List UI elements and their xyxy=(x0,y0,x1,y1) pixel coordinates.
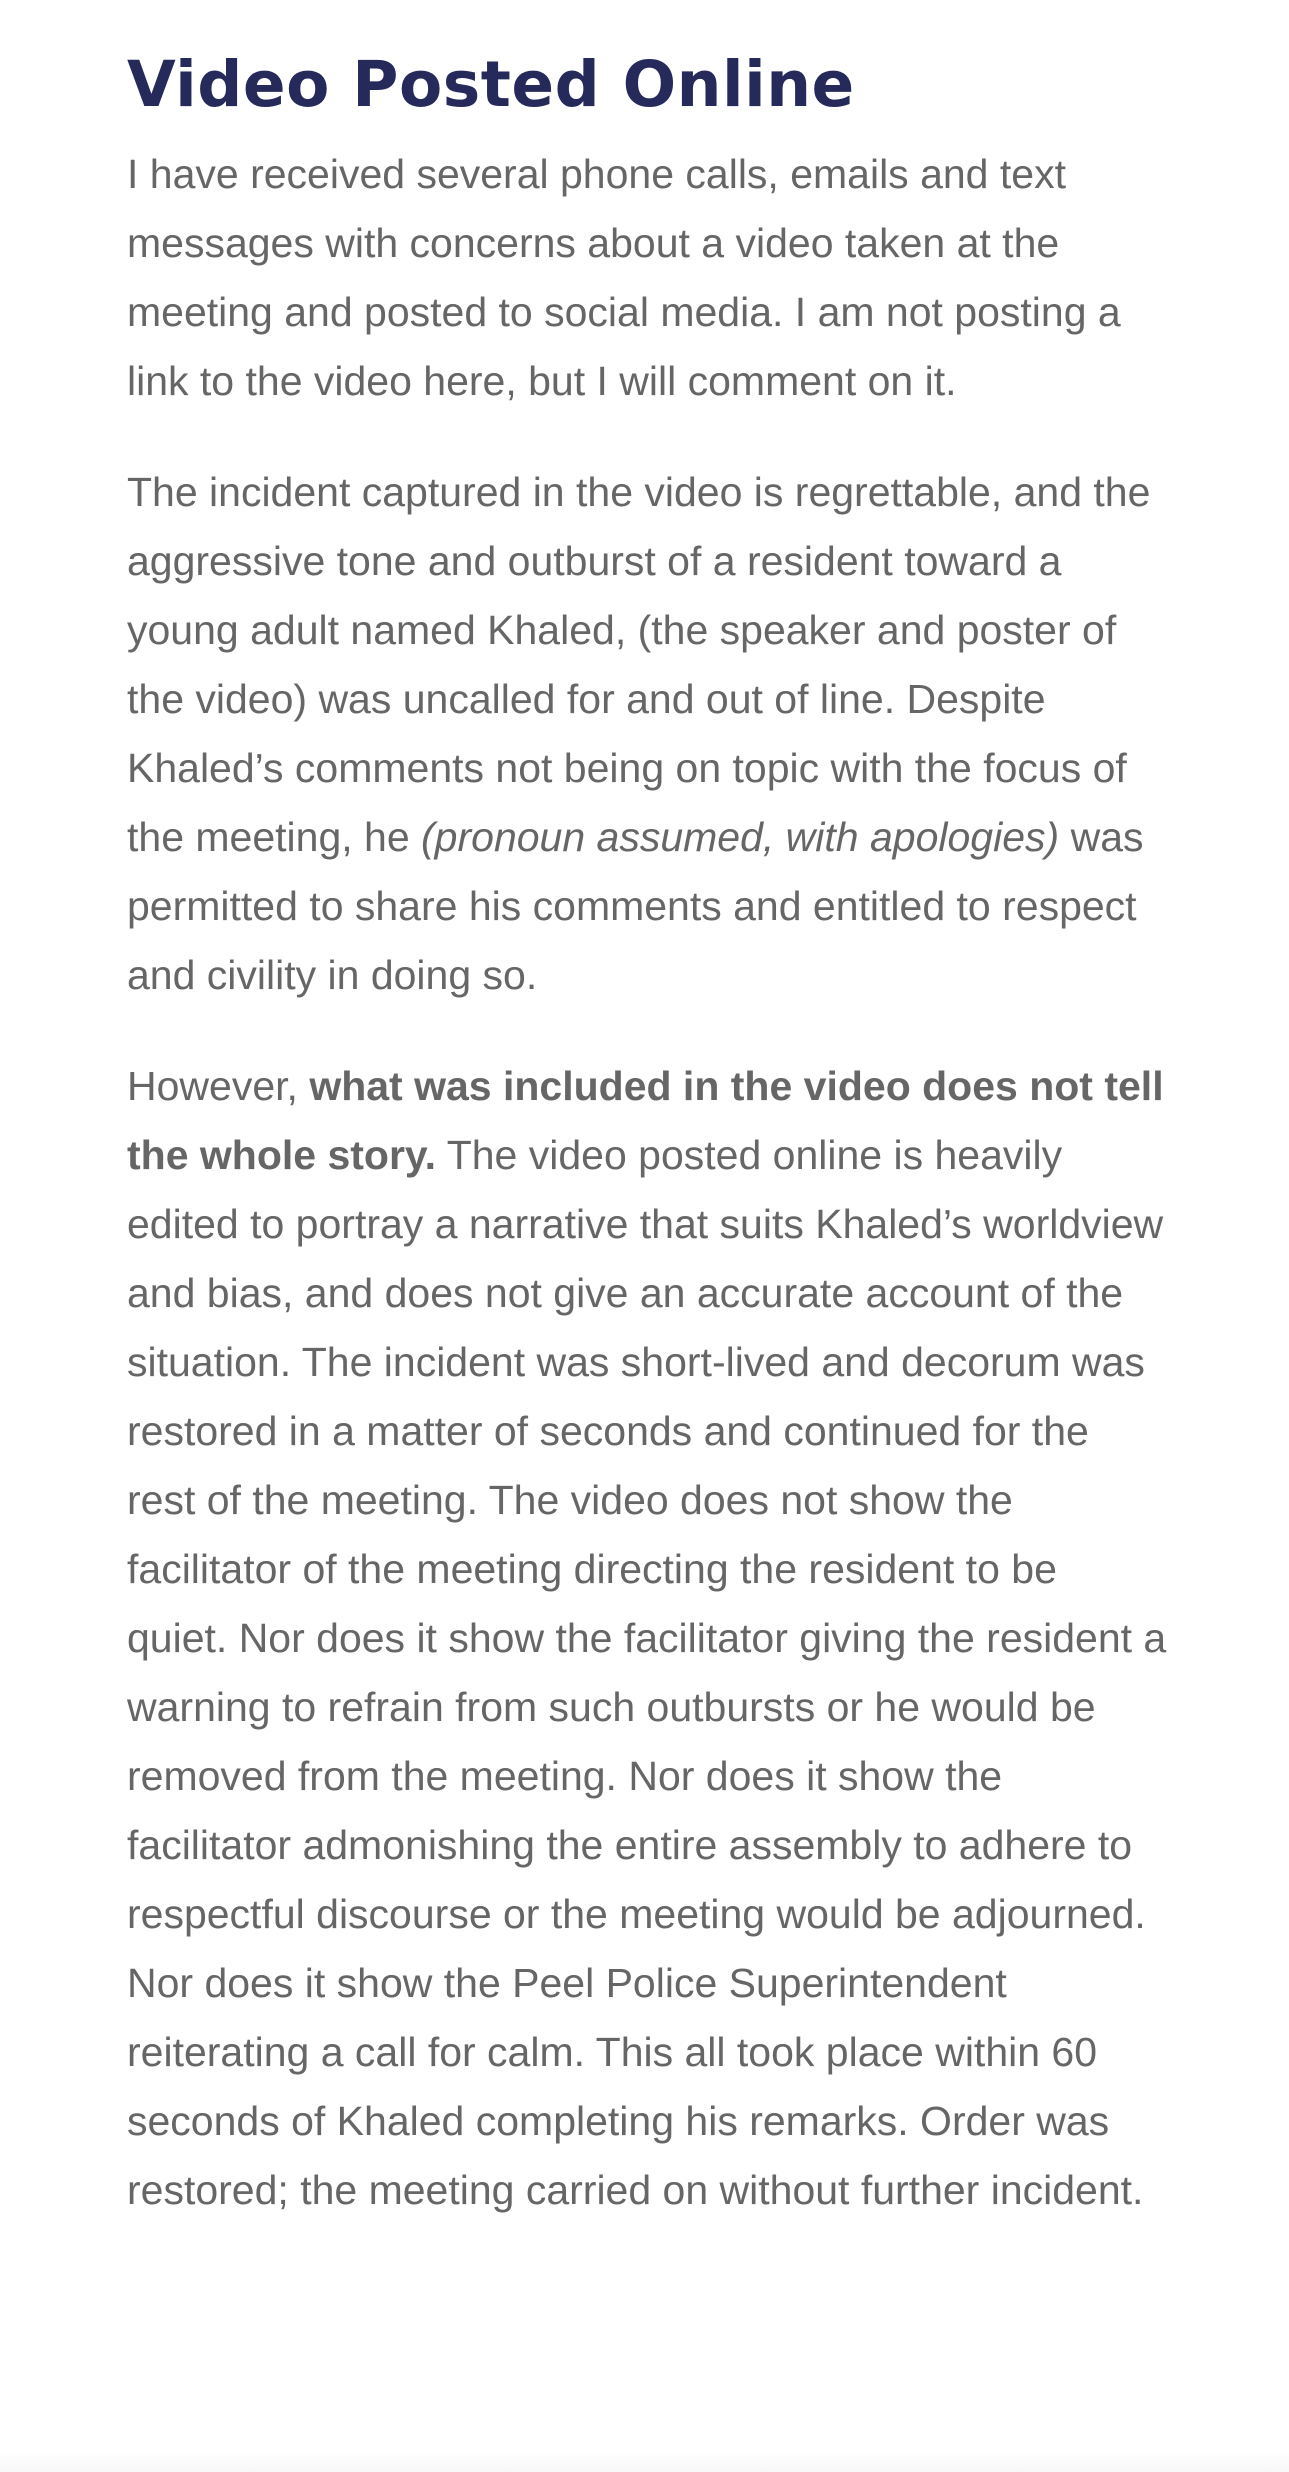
paragraph-3 xyxy=(127,1052,1167,2225)
article-title: Video Posted Online xyxy=(127,48,855,121)
paragraph-2-italic-text: (pronoun assumed, with apologies) xyxy=(421,814,1060,860)
article xyxy=(127,40,1167,2267)
paragraph-2-text-a: The incident captured in the video is regrettable, and the aggressive tone and outburst of a resident toward a young adult named Khaled, (the speaker and poster of the video) was uncalled for and out of line. Despite Khaled’s comments not being on topic with the focus of the meeting, he xyxy=(127,469,1151,860)
paragraph-2 xyxy=(127,458,1167,1010)
paragraph-1: I have received several phone calls, emails and text messages with concerns about a video taken at the meeting and posted to social media. I am not posting a link to the video here, but I will comment on it. xyxy=(127,151,1121,404)
bottom-fade xyxy=(0,2452,1289,2472)
paragraph-3-text-b: The video posted online is heavily edited to portray a narrative that suits Khaled’s worldview and bias, and does not give an accurate account of the situation. The incident was short-lived and decorum was restored in a matter of seconds and continued for the rest of the meeting. The video does not show the facilitator of the meeting directing the resident to be quiet. Nor does it show the facilitator giving the resident a warning to refrain from such outbursts or he would be removed from the meeting. Nor does it show the facilitator admonishing the entire assembly to adhere to respectful discourse or the meeting would be adjourned. Nor does it show the Peel Police Superintendent reiterating a call for calm. This all took place within 60 seconds of Khaled completing his remarks. Order was restored; the meeting carried on without further incident. xyxy=(127,1132,1167,2213)
paragraph-3-text-a: However, xyxy=(127,1063,310,1109)
paragraph-3-bold-text: what was included in the video does not tell the whole story. xyxy=(127,1063,1164,1178)
paragraph-2-text-b: was permitted to share his comments and entitled to respect and civility in doing so. xyxy=(127,814,1144,998)
